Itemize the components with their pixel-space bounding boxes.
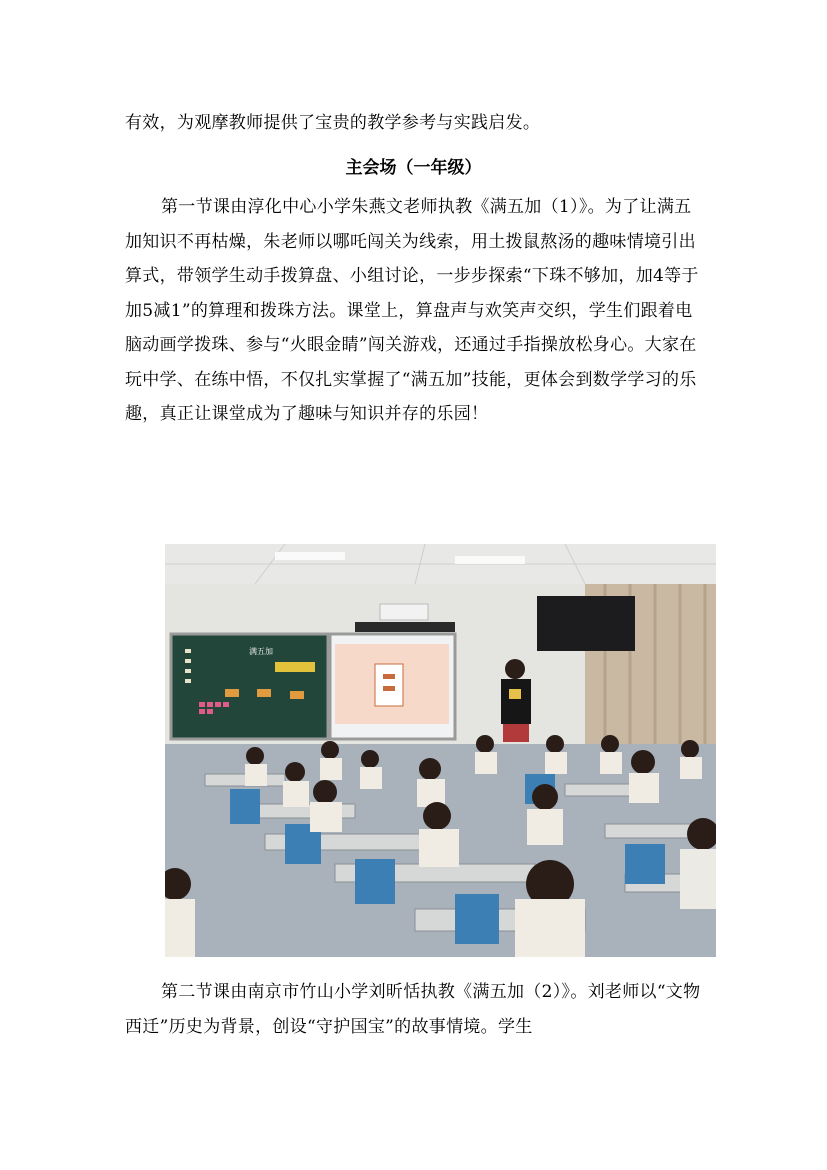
classroom-photo xyxy=(165,544,716,957)
section-heading: 主会场（一年级） xyxy=(345,158,482,178)
paragraph-2: 第二节课由南京市竹山小学刘昕恬执教《满五加（2）》。刘老师以“文物西迁”历史为背景，创设“守护国宝”的故事情境。学生 xyxy=(125,982,701,1037)
paragraph-top: 有效，为观摩教师提供了宝贵的教学参考与实践启发。 xyxy=(125,113,541,133)
paragraph-1: 第一节课由淳化中心小学朱燕文老师执教《满五加（1）》。为了让满五加知识不再枯燥，朱老师以哪吒闯关为线索，用土拨鼠熬汤的趣味情境引出算式，带领学生动手拨算盘、小组讨论，一步步探索“下珠不够加，加4等于加5减1”的算理和拨珠方法。课堂上，算盘声与欢笑声交织，学生们跟着电脑动画学拨珠、参与“火眼金睛”闯关游戏，还通过手指操放松身心。大家在玩中学、在练中悟，不仅扎实掌握了“满五加”技能，更体会到数学学习的乐趣，真正让课堂成为了趣味与知识并存的乐园！ xyxy=(125,197,699,424)
board-title-text: 满五加 xyxy=(249,647,273,656)
